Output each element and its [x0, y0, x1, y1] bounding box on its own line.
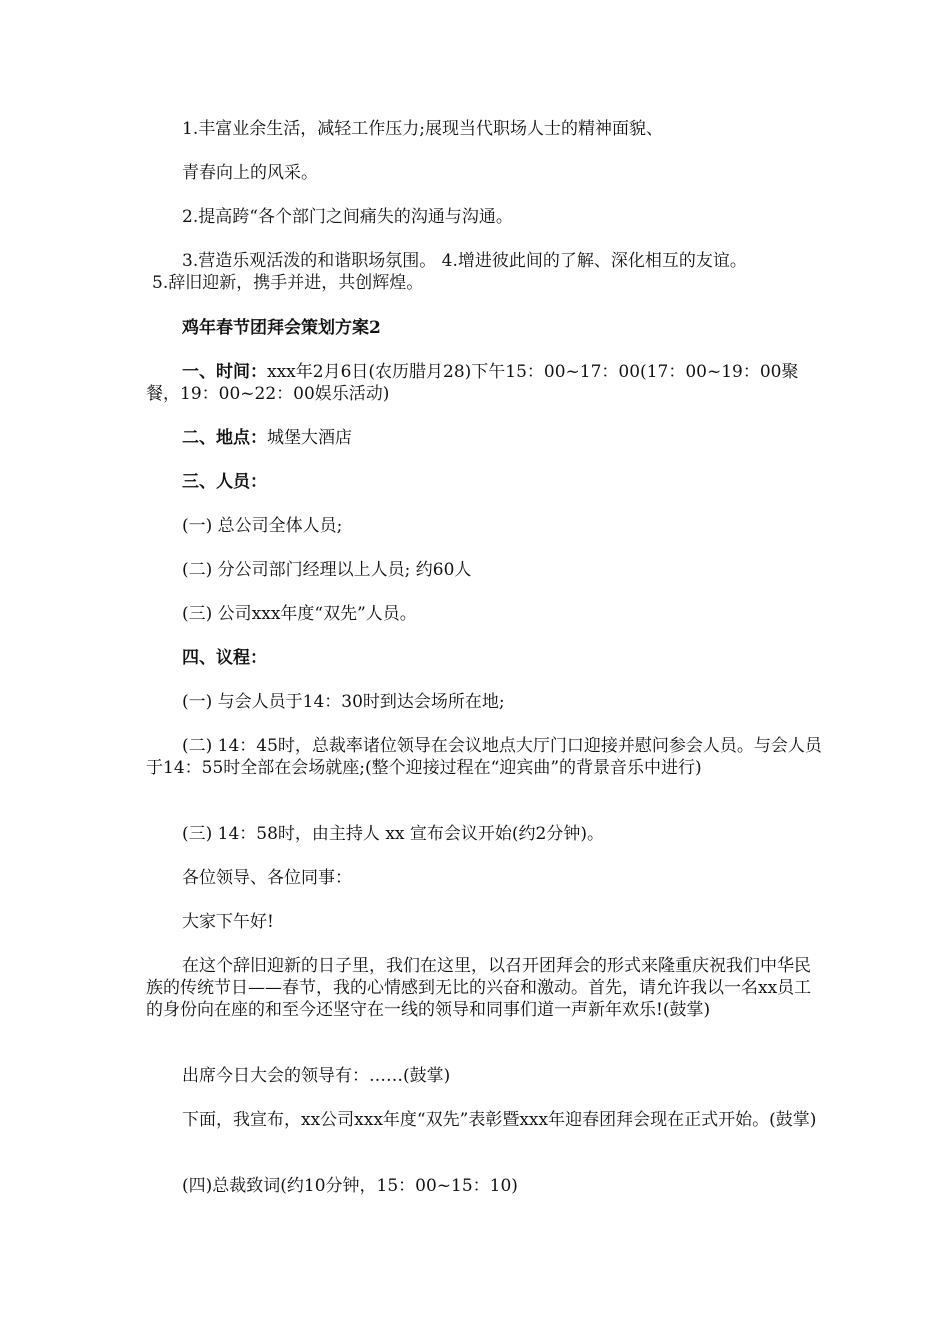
greeting-1: 各位领导、各位同事：: [182, 868, 352, 888]
people-item-3: (三) 公司xxx年度“双先”人员。: [182, 604, 417, 624]
people-label: 三、人员：: [182, 472, 267, 492]
people-item-1: (一) 总公司全体人员;: [182, 516, 343, 536]
greeting-2: 大家下午好!: [182, 912, 274, 932]
agenda-label: 四、议程：: [182, 648, 267, 668]
speech-paragraph-2: 出席今日大会的领导有：……(鼓掌): [182, 1066, 451, 1086]
time-label: 一、时间：: [182, 362, 267, 382]
goal-3-4: 3.营造乐观活泼的和谐职场氛围。 4.增进彼此间的了解、深化相互的友谊。: [182, 251, 747, 271]
agenda-item-1: (一) 与会人员于14：30时到达会场所在地;: [182, 692, 505, 712]
agenda-item-4: (四)总裁致词(约10分钟，15：00~15：10): [182, 1176, 518, 1196]
time-text: xxx年2月6日(农历腊月28)下午15：00~17：00(17：00~19：00聚餐，19：00~22：00娱乐活动): [146, 362, 799, 404]
place-label: 二、地点：: [182, 428, 267, 448]
time-paragraph: [146, 361, 826, 405]
goal-1-line2: 青春向上的风采。: [182, 163, 318, 183]
goal-5: 5.辞旧迎新，携手并进，共创辉煌。: [152, 273, 424, 293]
agenda-item-2: (二) 14：45时，总裁率诸位领导在会议地点大厅门口迎接并慰问参会人员。与会人员于14：55时全部在会场就座;(整个迎接过程在“迎宾曲”的背景音乐中进行): [146, 736, 822, 778]
place-paragraph: [146, 427, 826, 449]
speech-paragraph-3: 下面，我宣布，xx公司xxx年度“双先”表彰暨xxx年迎春团拜会现在正式开始。(鼓掌): [182, 1110, 817, 1130]
goal-1-line1: 1.丰富业余生活，减轻工作压力;展现当代职场人士的精神面貌、: [182, 119, 663, 139]
goal-2: 2.提高跨“各个部门之间痛失的沟通与沟通。: [182, 207, 513, 227]
speech-paragraph-1: 在这个辞旧迎新的日子里，我们在这里，以召开团拜会的形式来隆重庆祝我们中华民族的传统节日——春节，我的心情感到无比的兴奋和激动。首先，请允许我以一名xx员工的身份向在座的和至今还坚守在一线的领导和同事们道一声新年欢乐!(鼓掌): [146, 956, 812, 1020]
agenda-item-3: (三) 14：58时，由主持人 xx 宣布会议开始(约2分钟)。: [182, 824, 604, 844]
place-text: 城堡大酒店: [267, 428, 352, 448]
people-item-2: (二) 分公司部门经理以上人员; 约60人: [182, 560, 472, 580]
section-heading: 鸡年春节团拜会策划方案2: [182, 318, 381, 338]
